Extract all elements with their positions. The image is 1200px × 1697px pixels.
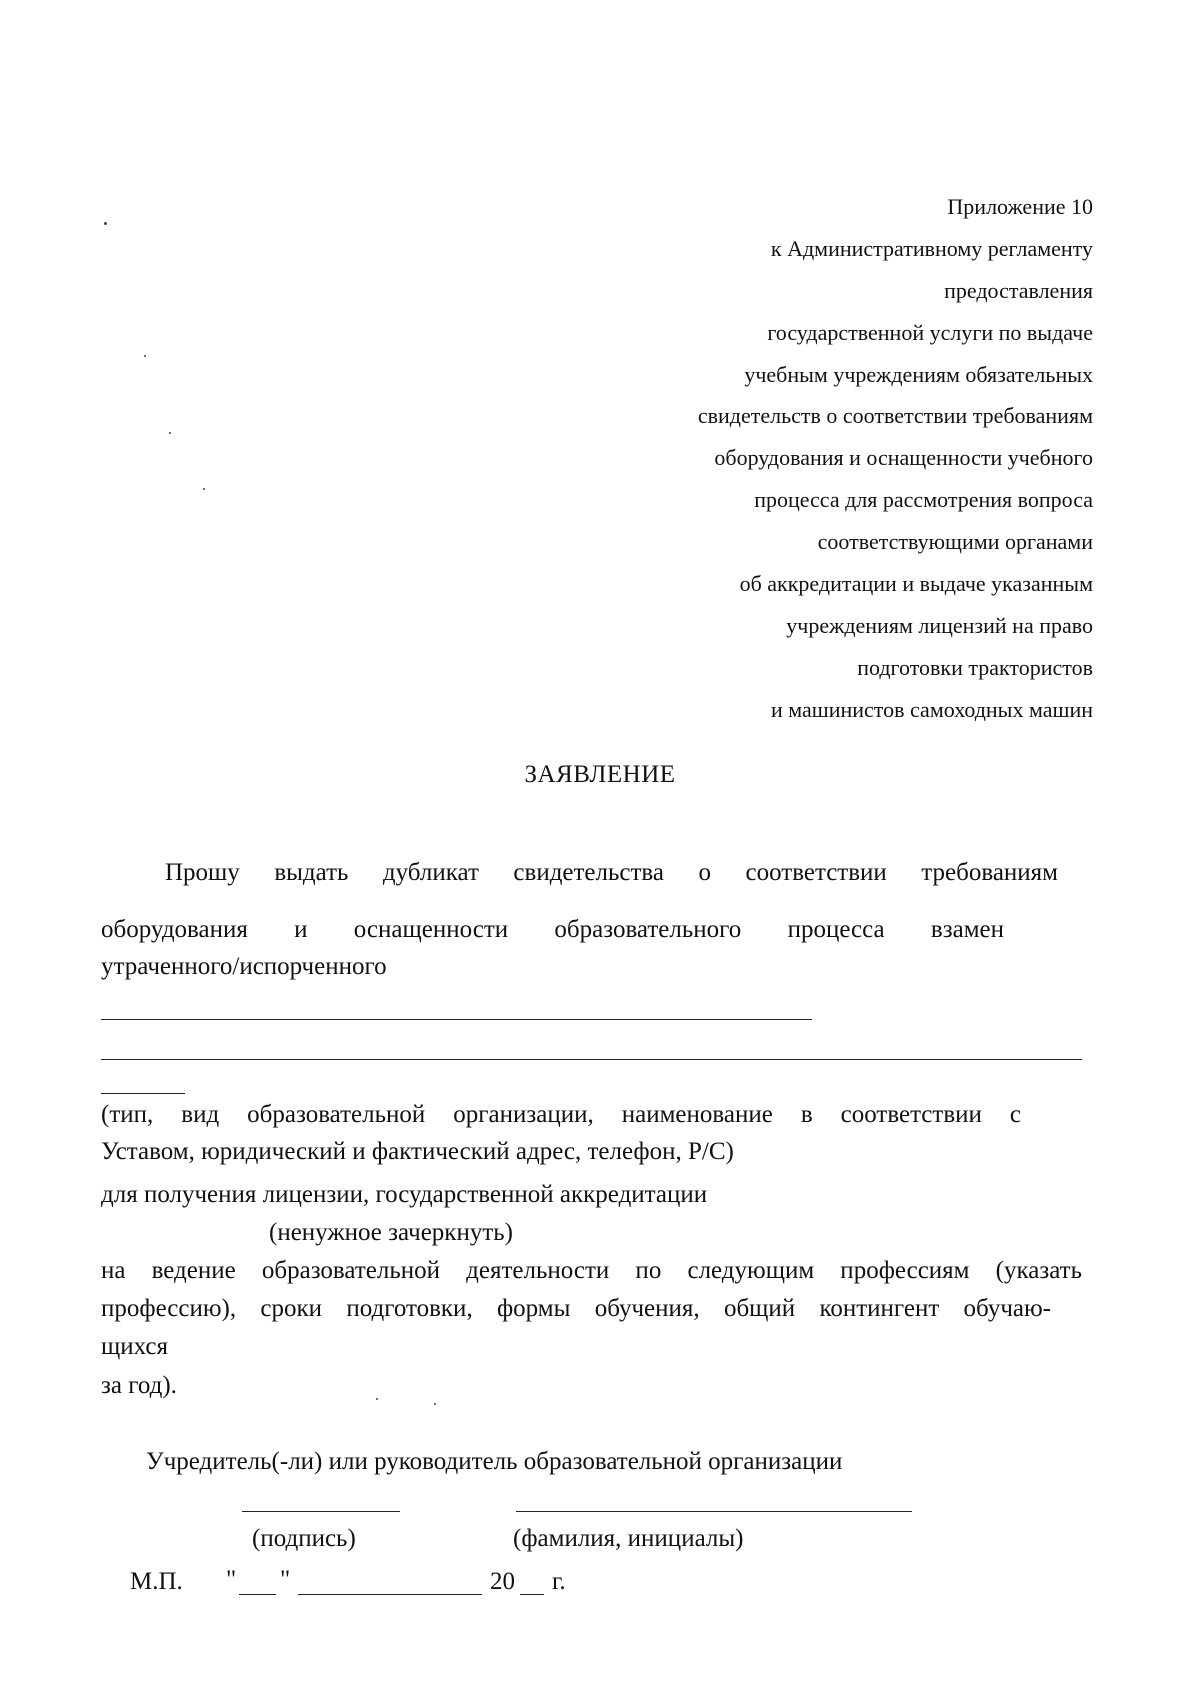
stamp-label: М.П. [130,1568,183,1595]
blank-line [101,1093,185,1094]
blank-line [101,1019,812,1020]
professions-line-4: за год). [101,1372,177,1399]
scan-speck [104,222,107,225]
appendix-line: соответствующими органами [817,529,1093,555]
name-caption: (фамилия, инициалы) [513,1525,744,1552]
appendix-line: Приложение 10 [947,194,1093,219]
appendix-line: учреждениям лицензий на право [786,612,1093,638]
signature-caption: (подпись) [252,1525,356,1552]
scan-speck [144,355,146,357]
appendix-line: к Административному регламенту [770,235,1093,261]
scan-speck [434,1403,436,1405]
signature-blank [242,1511,400,1512]
name-blank [516,1511,912,1512]
appendix-line: процесса для рассмотрения вопроса [754,487,1093,513]
document-title: ЗАЯВЛЕНИЕ [524,761,676,788]
request-line-3: утраченного/испорченного [101,953,387,980]
appendix-line: подготовки трактористов [857,654,1093,680]
year-prefix: 20 [490,1568,515,1595]
scan-speck [376,1398,378,1400]
professions-line-2: профессию), сроки подготовки, формы обучения, общий контингент обучаю- [101,1295,1051,1322]
day-blank [239,1594,276,1595]
scan-speck [203,488,205,490]
request-line-2: оборудования и оснащенности образовательного процесса взамен [101,916,1004,943]
purpose-line: для получения лицензии, государственной аккредитации [101,1181,708,1208]
year-blank [520,1594,544,1595]
appendix-line: оборудования и оснащенности учебного [714,445,1093,471]
quote-open: " [226,1566,237,1593]
strike-hint: (ненужное зачеркнуть) [269,1219,513,1246]
appendix-line: учебным учреждениям обязательных [744,361,1093,387]
org-note-line-2: Уставом, юридический и фактический адрес, телефон, Р/С) [101,1138,734,1165]
appendix-line: государственной услуги по выдаче [767,319,1093,345]
blank-line [101,1059,1082,1060]
month-blank [298,1594,482,1595]
signatory-line: Учредитель(-ли) или руководитель образовательной организации [146,1448,843,1475]
appendix-line: свидетельств о соответствии требованиям [697,403,1093,429]
quote-close: " [280,1566,291,1593]
appendix-line: об аккредитации и выдаче указанным [739,571,1093,597]
scan-speck [169,432,171,434]
professions-line-3: щихся [101,1333,169,1360]
year-suffix: г. [552,1568,566,1595]
appendix-line: и машинистов самоходных машин [770,696,1093,722]
professions-line-1: на ведение образовательной деятельности по следующим профессиям (указать [101,1257,1082,1284]
appendix-block [698,186,1093,731]
request-line-1: Прошу выдать дубликат свидетельства о соответствии требованиям [165,859,1058,886]
appendix-line: предоставления [944,277,1093,303]
org-note-line-1: (тип, вид образовательной организации, наименование в соответствии с [101,1101,1021,1128]
